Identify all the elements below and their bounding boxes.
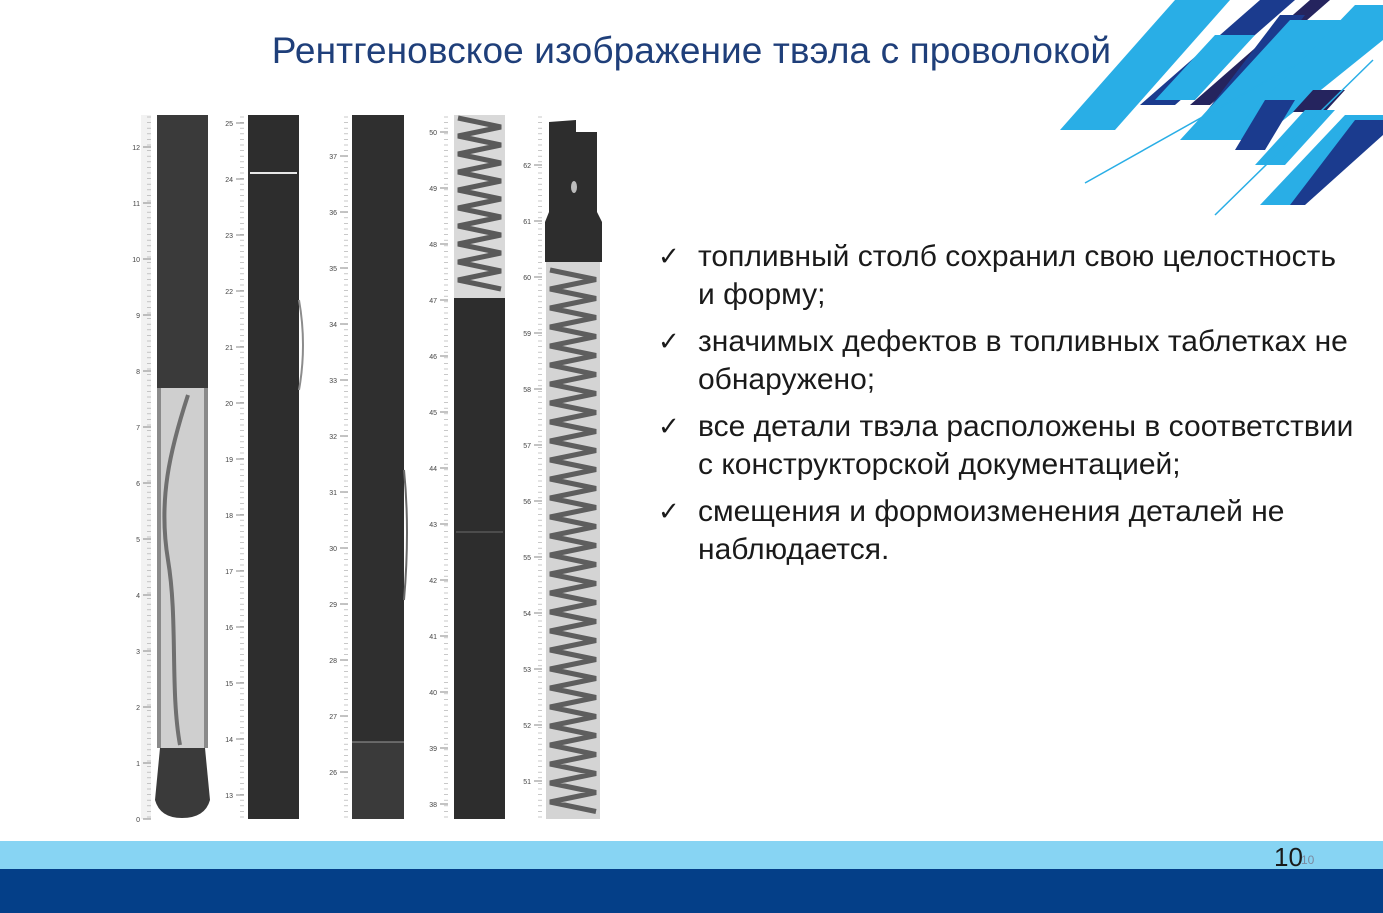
ruler-label: 60 xyxy=(523,275,531,282)
ruler-label: 17 xyxy=(225,569,233,576)
ruler-label: 26 xyxy=(329,770,337,777)
ruler-label: 0 xyxy=(136,817,140,824)
ruler-label: 48 xyxy=(429,242,437,249)
ruler-label: 41 xyxy=(429,634,437,641)
ruler-label: 43 xyxy=(429,522,437,529)
bullet-text: смещения и формоизменения деталей не наблюдается. xyxy=(698,495,1285,566)
wire xyxy=(299,300,303,390)
ruler-label: 49 xyxy=(429,186,437,193)
bullet-item xyxy=(658,238,1358,314)
ruler-label: 2 xyxy=(136,705,140,712)
ruler-label: 11 xyxy=(132,201,140,208)
end-plug xyxy=(155,748,210,818)
ruler-label: 55 xyxy=(523,555,531,562)
ruler-label: 14 xyxy=(225,737,233,744)
xray-panel-3 xyxy=(329,115,407,819)
ruler-label: 30 xyxy=(329,546,337,553)
plenum-edge-left xyxy=(157,388,161,748)
ruler-label: 37 xyxy=(329,154,337,161)
ruler-label: 24 xyxy=(225,177,233,184)
bullet-text: значимых дефектов в топливных таблетках не обнаружено; xyxy=(698,325,1348,396)
ruler-label: 15 xyxy=(225,681,233,688)
ruler-label: 19 xyxy=(225,457,233,464)
ruler-label: 42 xyxy=(429,578,437,585)
ruler-labels xyxy=(225,121,233,800)
ruler-label: 18 xyxy=(225,513,233,520)
bullet-item xyxy=(658,323,1358,399)
ruler-label: 44 xyxy=(429,466,437,473)
xray-rod xyxy=(352,115,404,819)
ruler-label: 57 xyxy=(523,443,531,450)
ruler-label: 20 xyxy=(225,401,233,408)
ruler-labels xyxy=(523,163,531,786)
bullet-item xyxy=(658,408,1358,484)
ruler-label: 16 xyxy=(225,625,233,632)
bullet-text: топливный столб сохранил свою целостность и форму; xyxy=(698,240,1336,311)
page-number-small: 10 xyxy=(1301,853,1315,867)
ruler-label: 53 xyxy=(523,667,531,674)
xray-panel-2 xyxy=(225,115,303,819)
check-icon: ✓ xyxy=(658,242,680,272)
ruler-ticks xyxy=(534,117,542,817)
ruler-label: 39 xyxy=(429,746,437,753)
ruler-label: 9 xyxy=(136,313,140,320)
bullet-text: все детали твэла расположены в соответствии с конструкторской документацией; xyxy=(698,410,1354,481)
wire xyxy=(404,470,407,600)
ruler-label: 40 xyxy=(429,690,437,697)
ruler-label: 10 xyxy=(132,257,140,264)
ruler-labels xyxy=(132,145,140,824)
ruler-label: 47 xyxy=(429,298,437,305)
bullet-item xyxy=(658,493,1358,569)
footer-band-dark xyxy=(0,869,1383,913)
ruler-label: 4 xyxy=(136,593,140,600)
ruler-label: 13 xyxy=(225,793,233,800)
ruler-label: 45 xyxy=(429,410,437,417)
ruler-label: 38 xyxy=(429,802,437,809)
findings-list xyxy=(658,238,1358,578)
ruler-label: 6 xyxy=(136,481,140,488)
ruler-label: 25 xyxy=(225,121,233,128)
ruler-label: 36 xyxy=(329,210,337,217)
ruler-label: 23 xyxy=(225,233,233,240)
ruler-label: 32 xyxy=(329,434,337,441)
ruler-label: 34 xyxy=(329,322,337,329)
cap-highlight xyxy=(571,181,577,193)
ruler-label: 61 xyxy=(523,219,531,226)
xray-rod xyxy=(157,115,208,389)
xray-rod xyxy=(248,115,299,819)
ruler-labels xyxy=(429,130,437,809)
plenum-section xyxy=(157,388,208,748)
check-icon: ✓ xyxy=(658,327,680,357)
check-icon: ✓ xyxy=(658,497,680,527)
footer-band-light xyxy=(0,841,1383,869)
ruler-ticks xyxy=(340,117,348,817)
ruler-label: 54 xyxy=(523,611,531,618)
ruler-label: 52 xyxy=(523,723,531,730)
slide-title: Рентгеновское изображение твэла с проволокой xyxy=(271,30,1112,71)
ruler-ticks xyxy=(236,117,244,817)
ruler-label: 59 xyxy=(523,331,531,338)
ruler-label: 33 xyxy=(329,378,337,385)
ruler-label: 46 xyxy=(429,354,437,361)
ruler-label: 1 xyxy=(136,761,140,768)
ruler-label: 21 xyxy=(225,345,233,352)
ruler-label: 7 xyxy=(136,425,140,432)
plenum-edge-right xyxy=(204,388,208,748)
ruler-label: 31 xyxy=(329,490,337,497)
ruler-label: 3 xyxy=(136,649,140,656)
ruler-label: 29 xyxy=(329,602,337,609)
ruler-ticks xyxy=(440,117,448,817)
ruler-label: 58 xyxy=(523,387,531,394)
fuel-column-lower xyxy=(352,742,404,819)
ruler-label: 62 xyxy=(523,163,531,170)
ruler-label: 51 xyxy=(523,779,531,786)
ruler-label: 56 xyxy=(523,499,531,506)
check-icon: ✓ xyxy=(658,412,680,442)
ruler-label: 5 xyxy=(136,537,140,544)
ruler-label: 28 xyxy=(329,658,337,665)
xray-rod xyxy=(454,298,505,819)
ruler-label: 22 xyxy=(225,289,233,296)
xray-panel-1 xyxy=(132,115,210,824)
xray-panel-4 xyxy=(429,115,505,819)
page-number: 10 xyxy=(1274,842,1303,872)
xray-panel-5 xyxy=(523,117,602,819)
ruler-labels xyxy=(329,154,337,777)
ruler-label: 50 xyxy=(429,130,437,137)
ruler-label: 27 xyxy=(329,714,337,721)
ruler-label: 8 xyxy=(136,369,140,376)
ruler-strip xyxy=(141,115,151,819)
ruler-label: 12 xyxy=(132,145,140,152)
ruler-label: 35 xyxy=(329,266,337,273)
